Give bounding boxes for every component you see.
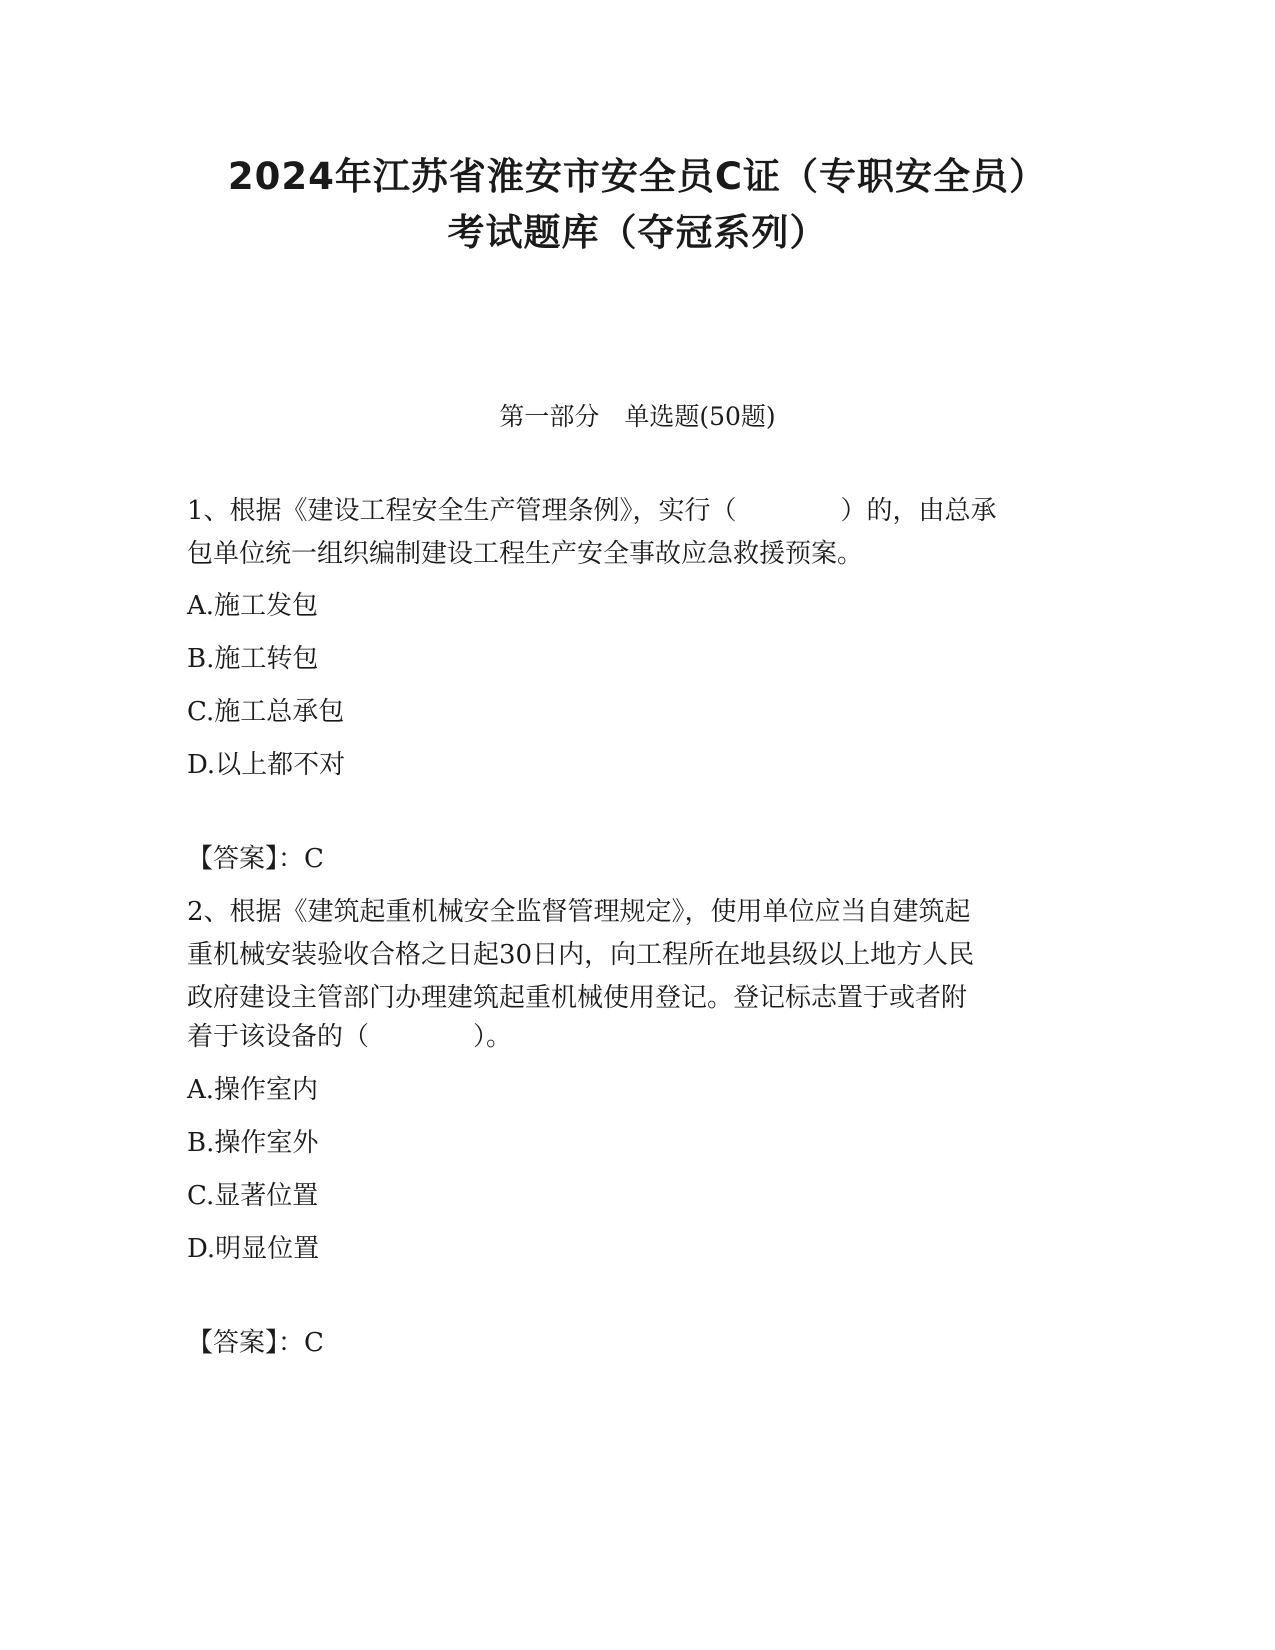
question-stem-line: 2、根据《建筑起重机械安全监督管理规定》，使用单位应当自建筑起 — [187, 897, 971, 927]
document-title-line-1: 2024年江苏省淮安市安全员C证（专职安全员） — [227, 155, 1048, 198]
section-heading: 第一部分 单选题(50题) — [499, 402, 776, 431]
question-stem-line: 1、根据《建设工程安全生产管理条例》，实行（ ）的，由总承 — [187, 496, 997, 526]
option-d: D.以上都不对 — [187, 750, 346, 780]
option-a: A.施工发包 — [187, 591, 319, 621]
question-stem-line: 重机械安装验收合格之日起30日内，向工程所在地县级以上地方人民 — [187, 940, 975, 970]
option-c: C.施工总承包 — [187, 697, 345, 727]
option-b: B.施工转包 — [187, 644, 319, 674]
question-stem-line: 着于该设备的（ ）。 — [187, 1022, 513, 1052]
option-a: A.操作室内 — [187, 1075, 319, 1105]
option-d: D.明显位置 — [187, 1234, 320, 1264]
question-stem-line: 包单位统一组织编制建设工程生产安全事故应急救援预案。 — [187, 539, 864, 569]
answer-line: 【答案】：C — [187, 1328, 324, 1358]
option-c: C.显著位置 — [187, 1181, 319, 1211]
answer-line: 【答案】：C — [187, 844, 324, 874]
document-title-line-2: 考试题库（夺冠系列） — [447, 211, 828, 254]
question-stem-line: 政府建设主管部门办理建筑起重机械使用登记。登记标志置于或者附 — [187, 983, 968, 1013]
option-b: B.操作室外 — [187, 1128, 319, 1158]
